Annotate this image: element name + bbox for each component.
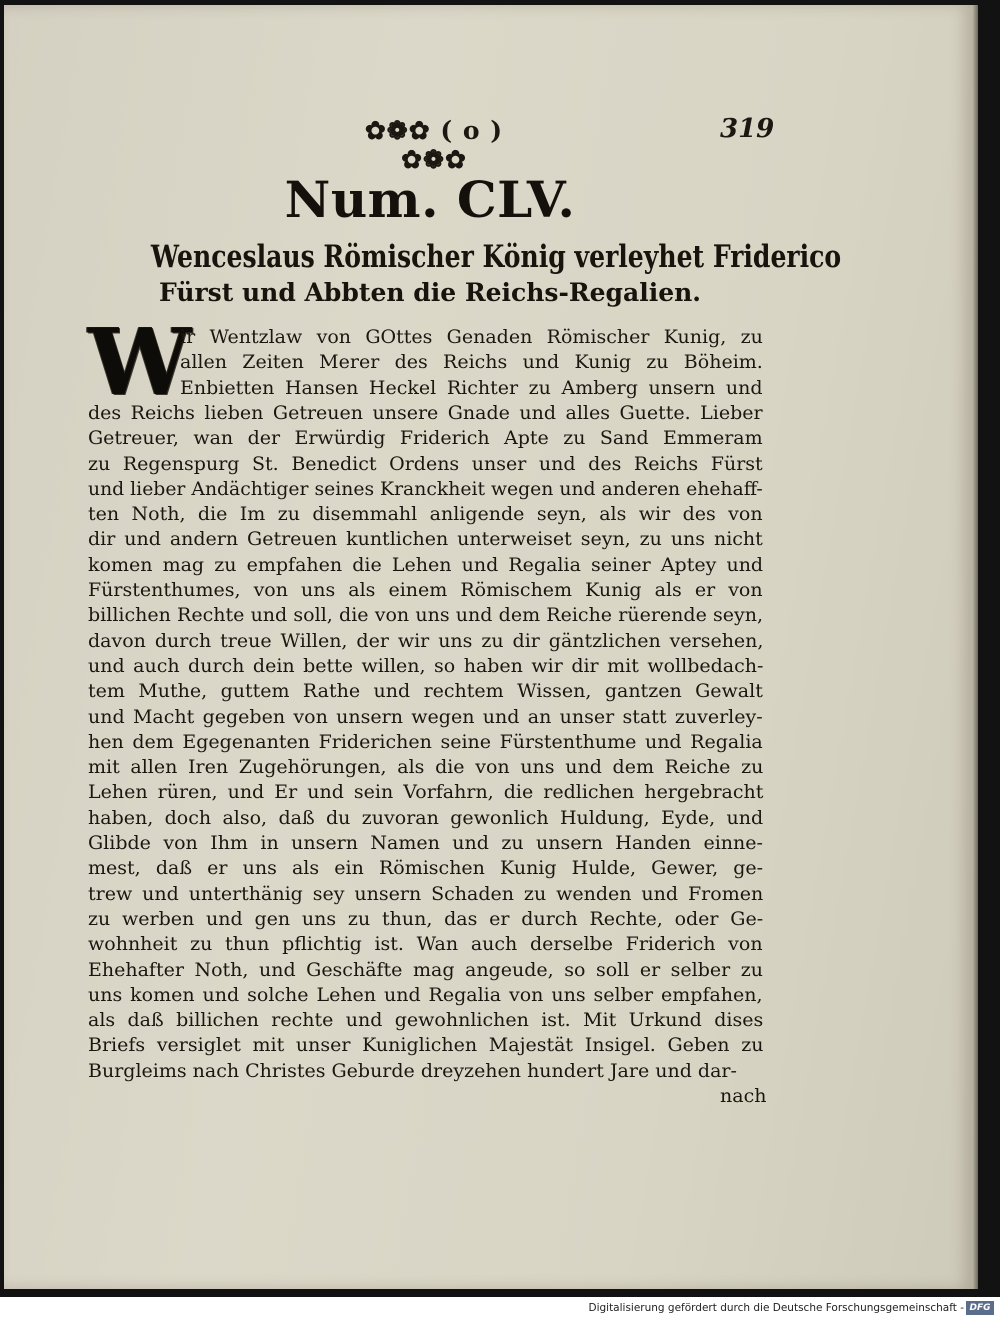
text-line: zu werben und gen uns zu thun, das er durch Rechte, oder Ge-: [88, 907, 764, 930]
text-line: hen dem Egegenanten Friderichen seine Fürstenthume und Regalia: [88, 730, 763, 753]
text-line: mit allen Iren Zugehörungen, als die von uns und dem Reiche zu: [88, 756, 764, 779]
text-line: komen mag zu empfahen die Lehen und Regalia seiner Aptey und: [88, 553, 764, 576]
text-line: tem Muthe, guttem Rathe und rechtem Wissen, gantzen Gewalt: [88, 680, 763, 703]
catchword: nach: [720, 1085, 767, 1107]
text-line: billichen Rechte und soll, die von uns und dem Reiche rüerende seyn,: [88, 604, 764, 627]
body-text: [88, 325, 767, 1115]
text-line: allen Zeiten Merer des Reichs und Kunig zu Böheim.: [180, 351, 763, 374]
text-line: und auch durch dein bette willen, so haben wir dir mit wollbedach-: [88, 654, 764, 677]
text-line: mest, daß er uns als ein Römischen Kunig Hulde, Gewer, ge-: [88, 857, 764, 880]
text-line: davon durch treue Willen, der wir uns zu dir gäntzlichen versehen,: [88, 629, 764, 652]
text-line: Burgleims nach Christes Geburde dreyzehen hundert Jare und dar-: [88, 1059, 737, 1082]
text-line: zu Regenspurg St. Benedict Ordens unser und des Reichs Fürst: [88, 452, 763, 475]
text-line: Enbietten Hansen Heckel Richter zu Amberg unsern und: [180, 376, 763, 399]
document-number: Num. CLV.: [284, 170, 576, 229]
text-line: Briefs versiglet mit unser Kuniglichen Majestät Insigel. Geben zu: [88, 1034, 764, 1057]
text-line: als daß billichen rechte und gewohnlichen ist. Mit Urkund dises: [88, 1009, 764, 1032]
text-line: Ehehafter Noth, und Geschäfte mag angeude, so soll er selber zu: [88, 958, 764, 981]
text-line: Fürstenthumes, von uns als einem Römischem Kunig als er von: [88, 579, 763, 601]
text-line: haben, doch also, daß du zuvoran gewonlich Huldung, Eyde, und: [88, 806, 764, 829]
page-edge: [972, 5, 978, 1289]
text-line: wohnheit zu thun pflichtig ist. Wan auch derselbe Friderich von: [88, 933, 763, 956]
text-line: ir Wentzlaw von GOttes Genaden Römischer Kunig, zu: [180, 326, 763, 348]
header-ornament: ✿❁✿ ( o ) ✿❁✿: [364, 116, 504, 174]
text-line: Getreuer, wan der Erwürdig Friderich Apte zu Sand Emmeram: [88, 427, 763, 450]
text-line: dir und andern Getreuen kuntlichen unterweiset seyn, zu uns nicht: [88, 528, 763, 551]
document-title: [85, 238, 842, 314]
text-line: Glibde von Ihm in unsern Namen und zu unsern Handen einne-: [88, 832, 763, 854]
digitization-credit: Digitalisierung gefördert durch die Deutsche Forschungsgemeinschaft -: [588, 1302, 964, 1314]
text-line: ten Noth, die Im zu disemmahl anligende seyn, als wir des von: [88, 503, 763, 526]
text-line: trew und unterthänig sey unsern Schaden zu wenden und Fromen: [88, 882, 764, 905]
document-title-line-1: Wenceslaus Römischer König verleyhet Friderico: [150, 239, 842, 275]
document-title-line-2: Fürst und Abbten die Reichs-Regalien.: [159, 278, 701, 307]
text-line: Lehen rüren, und Er und sein Vorfahrn, die redlichen hergebracht: [88, 781, 764, 804]
dfg-logo: DFG: [966, 1301, 994, 1315]
text-line: uns komen und solche Lehen und Regalia von uns selber empfahen,: [88, 983, 763, 1006]
decorated-initial: W: [88, 308, 192, 416]
text-line: und Macht gegeben von unsern wegen und an unser statt zuverley-: [88, 705, 763, 728]
page-number: 319: [720, 114, 775, 144]
text-line: und lieber Andächtiger seines Kranckheit wegen und anderen ehehaff-: [88, 477, 763, 500]
text-line: des Reichs lieben Getreuen unsere Gnade und alles Guette. Lieber: [88, 401, 763, 424]
